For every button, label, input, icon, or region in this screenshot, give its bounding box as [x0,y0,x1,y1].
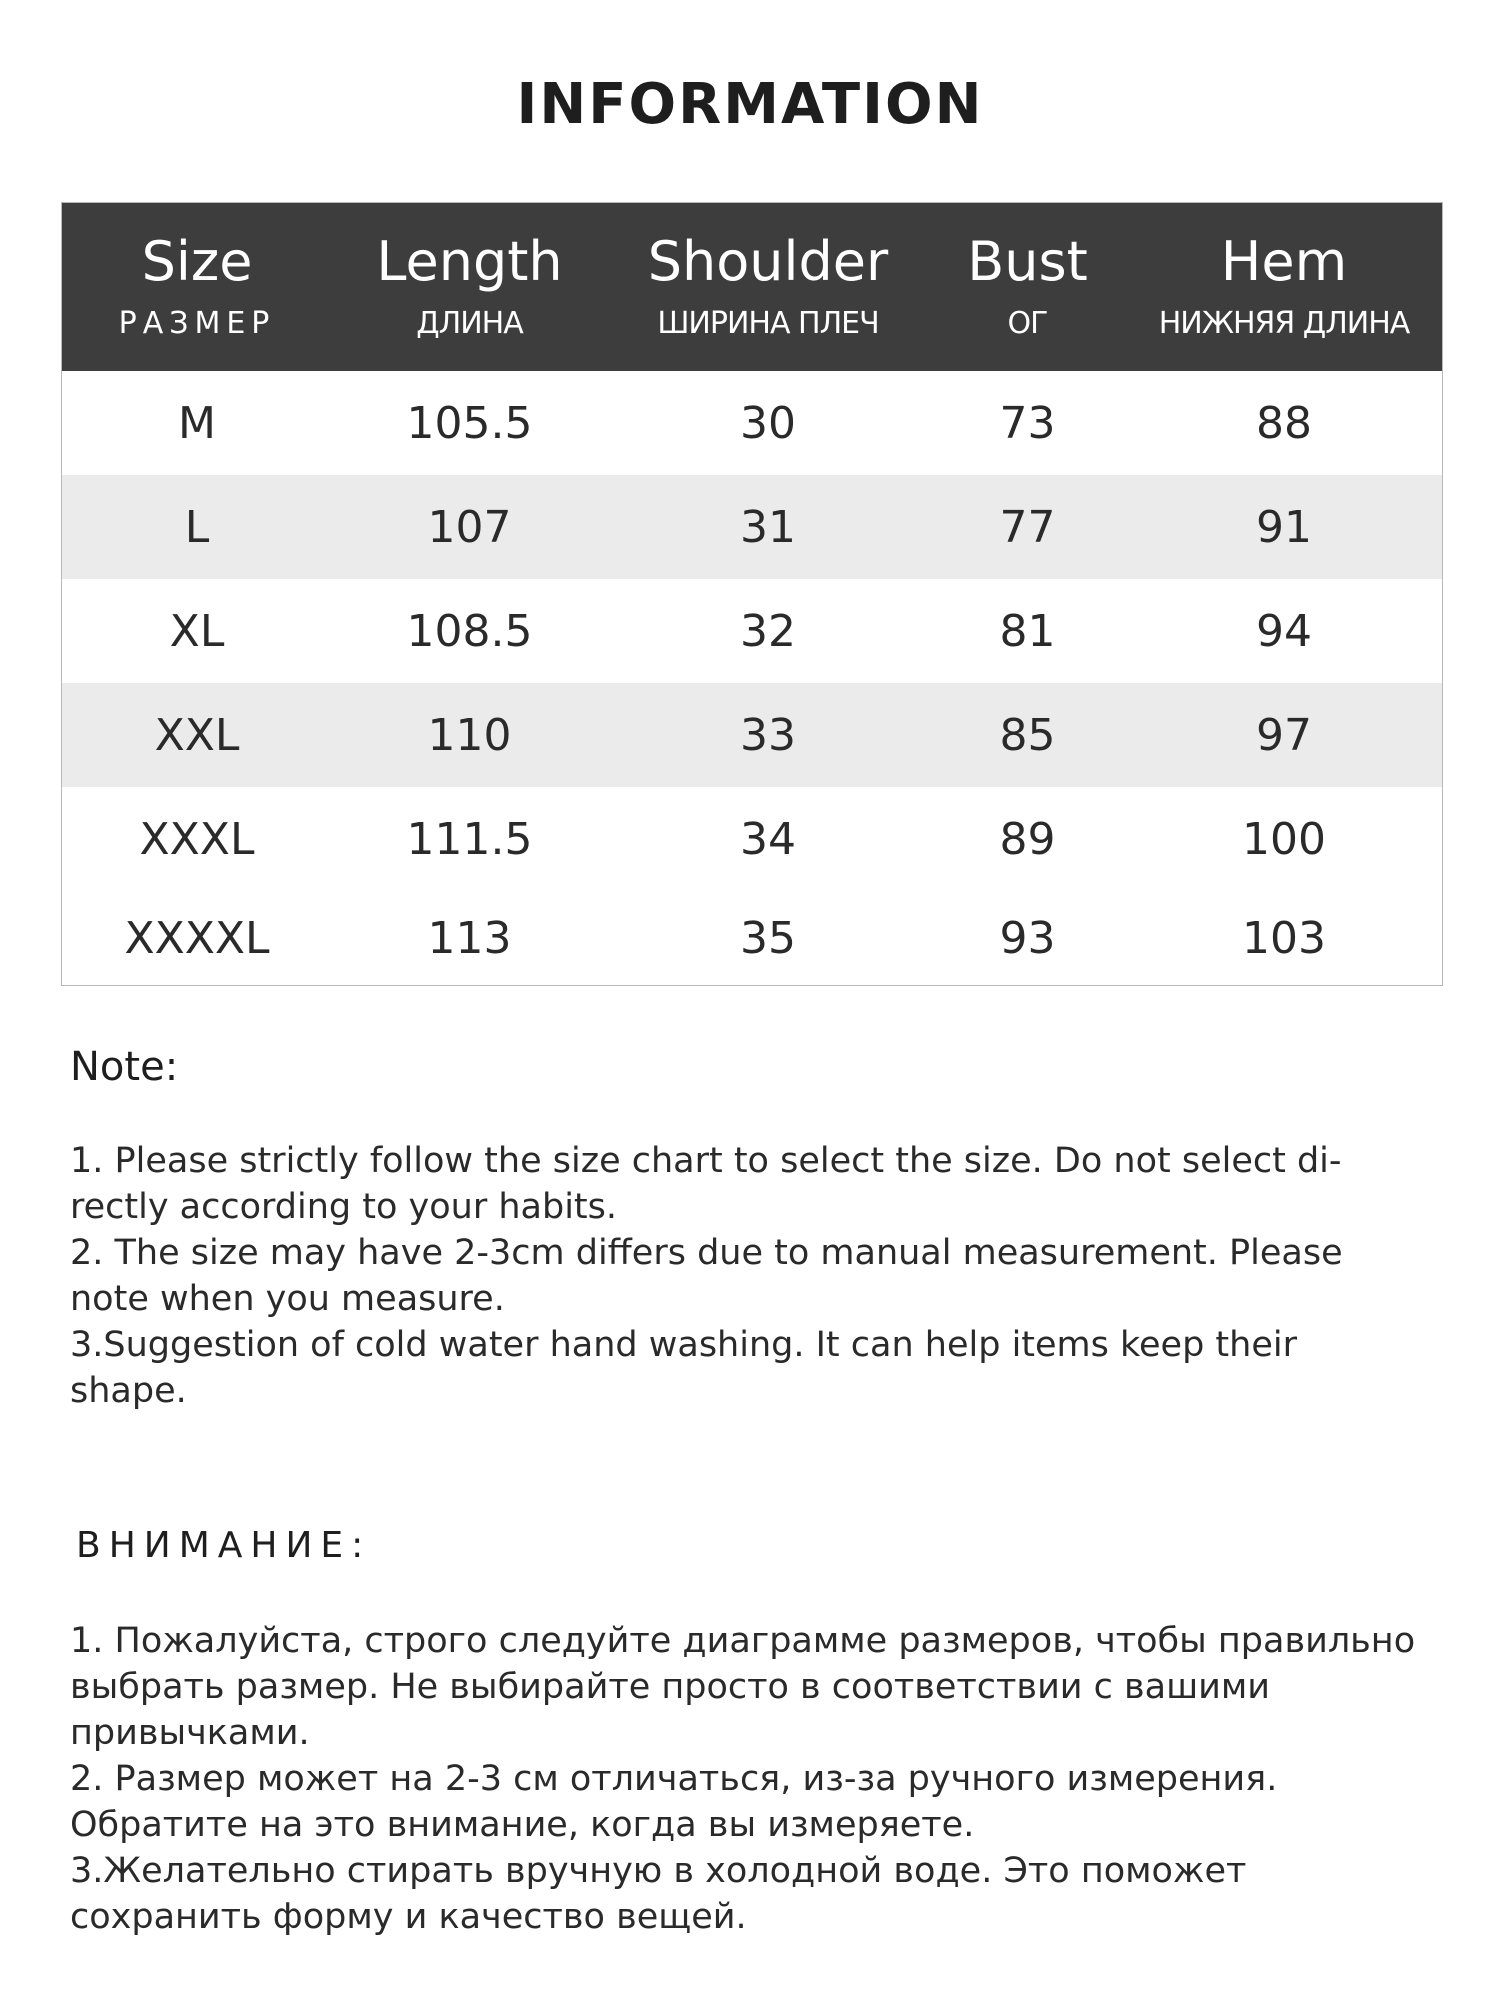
page-title: INFORMATION [516,72,984,137]
attention-line: сохранить форму и качество вещей. [70,1897,747,1937]
cell-bust: 93 [999,912,1056,964]
attention-line: привычками. [70,1713,310,1753]
note-text [70,1138,1430,1414]
cell-bust: 81 [999,605,1056,657]
header-sublabel: НИЖНЯЯ ДЛИНА [1158,306,1410,341]
header-length [332,203,607,371]
note-heading: Note: [70,1044,179,1090]
attention-line: выбрать размер. Не выбирайте просто в соответствии с вашими [70,1667,1271,1707]
table-row [62,579,1442,683]
cell-shoulder: 30 [740,397,796,449]
cell-length: 111.5 [406,813,533,865]
table-row [62,891,1442,985]
cell-shoulder: 33 [740,709,796,761]
table-row [62,371,1442,475]
header-bust [929,203,1126,371]
cell-length: 110 [427,709,512,761]
cell-hem: 100 [1242,813,1326,865]
note-line: shape. [70,1371,187,1411]
cell-length: 107 [427,501,512,553]
cell-hem: 103 [1242,912,1326,964]
header-label: Hem [1220,230,1348,293]
header-size [62,203,332,371]
attention-line: Обратите на это внимание, когда вы измеряете. [70,1805,975,1845]
cell-shoulder: 31 [740,501,796,553]
attention-line: 3.Желательно стирать вручную в холодной воде. Это поможет [70,1851,1247,1891]
cell-size: XL [169,605,225,657]
cell-size: XXL [154,709,240,761]
note-line: 2. The size may have 2-3cm differs due to manual measurement. Please [70,1233,1343,1273]
cell-bust: 85 [999,709,1056,761]
table-header [62,203,1442,371]
cell-shoulder: 35 [740,912,796,964]
cell-size: L [184,501,210,553]
cell-shoulder: 32 [740,605,796,657]
cell-length: 108.5 [406,605,533,657]
cell-size: XXXXL [124,912,270,964]
header-shoulder [607,203,929,371]
header-hem [1126,203,1442,371]
note-line: 3.Suggestion of cold water hand washing. It can help items keep their [70,1325,1297,1365]
cell-length: 113 [427,912,512,964]
attention-line: 2. Размер может на 2-3 см отличаться, из-за ручного измерения. [70,1759,1278,1799]
cell-hem: 97 [1256,709,1312,761]
header-sublabel: ШИРИНА ПЛЕЧ [657,306,879,341]
cell-hem: 88 [1256,397,1312,449]
cell-shoulder: 34 [740,813,796,865]
header-sublabel: ДЛИНА [416,306,523,341]
cell-bust: 77 [999,501,1056,553]
attention-text [70,1618,1430,1940]
cell-hem: 94 [1256,605,1312,657]
header-label: Bust [967,230,1088,293]
cell-length: 105.5 [406,397,533,449]
note-line: rectly according to your habits. [70,1187,618,1227]
cell-hem: 91 [1256,501,1312,553]
table-row [62,787,1442,891]
attention-heading: ВНИМАНИЕ: [76,1525,372,1566]
table-row [62,475,1442,579]
cell-size: XXXL [139,813,255,865]
attention-line: 1. Пожалуйста, строго следуйте диаграмме размеров, чтобы правильно [70,1621,1416,1661]
note-line: note when you measure. [70,1279,505,1319]
header-sublabel: ОГ [1007,306,1048,341]
size-table [61,202,1443,986]
cell-bust: 89 [999,813,1056,865]
header-label: Size [141,230,253,293]
cell-bust: 73 [999,397,1056,449]
note-line: 1. Please strictly follow the size chart to select the size. Do not select di- [70,1141,1342,1181]
header-sublabel: РАЗМЕР [118,306,276,341]
table-row [62,683,1442,787]
cell-size: M [178,397,216,449]
header-label: Shoulder [647,230,889,293]
header-label: Length [376,230,563,293]
